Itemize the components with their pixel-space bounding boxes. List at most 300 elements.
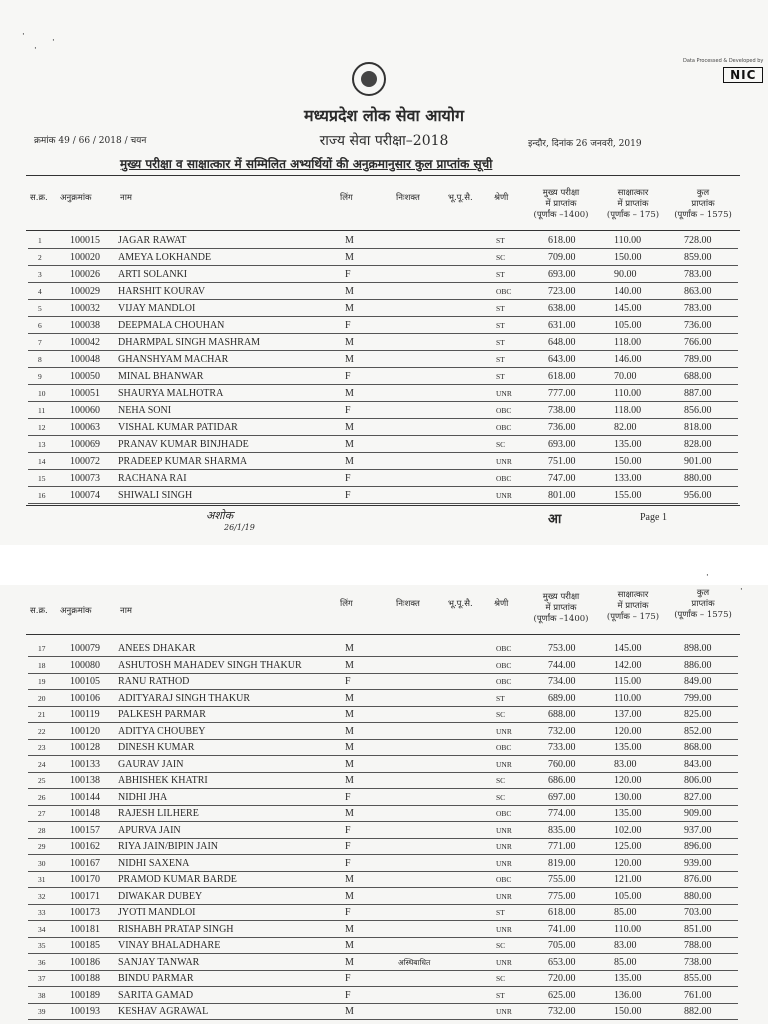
cell-mains: 801.00 [548, 490, 576, 501]
cell-roll: 100167 [70, 857, 100, 869]
cell-total: 788.00 [684, 940, 712, 951]
table-row [0, 266, 768, 283]
cell-sn: 27 [38, 809, 46, 818]
table-row [0, 805, 768, 822]
cell-interview: 83.00 [614, 758, 637, 770]
col-gender: लिंग [340, 599, 353, 609]
cell-sn: 4 [38, 287, 42, 296]
cell-gender: F [345, 473, 351, 484]
cell-sn: 25 [38, 776, 46, 785]
cell-mains: 638.00 [548, 303, 576, 314]
cell-mains: 777.00 [548, 388, 576, 399]
cell-mains: 618.00 [548, 907, 576, 918]
cell-total: 736.00 [684, 320, 712, 331]
table-row [0, 937, 768, 954]
cell-roll: 100193 [70, 1006, 100, 1017]
cell-gender: M [345, 874, 354, 885]
cell-mains: 705.00 [548, 940, 576, 951]
cell-gender: F [345, 405, 351, 416]
cell-roll: 100038 [70, 320, 100, 331]
cell-name: HARSHIT KOURAV [118, 286, 206, 297]
cell-category: OBC [496, 660, 512, 670]
cell-interview: 120.00 [614, 725, 642, 737]
col-ex-serviceman: भू.पू.सै. [448, 193, 473, 203]
table-row [0, 453, 768, 470]
cell-roll: 100133 [70, 758, 100, 770]
cell-interview: 110.00 [614, 388, 642, 399]
table-row [0, 723, 768, 740]
review-mark: आ [548, 512, 562, 527]
cell-mains: 734.00 [548, 676, 576, 687]
cell-interview: 118.00 [614, 337, 642, 348]
cell-category: OBC [496, 677, 512, 686]
cell-category: ST [496, 990, 505, 1000]
cell-total: 806.00 [684, 775, 712, 786]
cell-category: OBC [496, 644, 512, 653]
cell-total: 956.00 [684, 490, 712, 501]
cell-gender: F [345, 791, 351, 803]
cell-category: UNR [496, 858, 512, 868]
page-gap [0, 545, 768, 585]
col-disabled: निःशक्त [396, 193, 420, 203]
cell-name: BINDU PARMAR [118, 973, 194, 984]
col-category: श्रेणी [494, 599, 509, 609]
col-mains-line-2: में प्राप्तांक [545, 603, 577, 613]
scan-speck: · [740, 585, 743, 595]
cell-sn: 37 [38, 974, 46, 983]
cell-total: 887.00 [684, 388, 712, 399]
cell-interview: 83.00 [614, 940, 637, 951]
cell-category: UNR [496, 457, 512, 466]
cell-gender: F [345, 320, 351, 331]
cell-mains: 751.00 [548, 456, 576, 467]
scan-speck: · [706, 571, 709, 581]
cell-total: 855.00 [684, 973, 712, 984]
cell-gender: M [345, 725, 354, 737]
cell-total: 827.00 [684, 791, 712, 803]
table-row [0, 419, 768, 436]
cell-total: 825.00 [684, 709, 712, 720]
cell-gender: M [345, 422, 354, 433]
cell-category: SC [496, 974, 506, 983]
cell-mains: 771.00 [548, 841, 576, 852]
cell-total: 766.00 [684, 337, 712, 348]
place-date: इन्दौर, दिनांक 26 जनवरी, 2019 [528, 139, 642, 149]
cell-interview: 105.00 [614, 320, 642, 331]
cell-category: SC [496, 440, 506, 449]
cell-roll: 100188 [70, 973, 100, 984]
cell-sn: 33 [38, 908, 46, 917]
cell-name: AMEYA LOKHANDE [118, 252, 212, 263]
cell-roll: 100042 [70, 337, 100, 348]
organization-title: मध्यप्रदेश लोक सेवा आयोग [304, 106, 464, 125]
table-row [0, 1003, 768, 1020]
cell-gender: M [345, 643, 354, 654]
cell-mains: 738.00 [548, 405, 576, 416]
cell-category: OBC [496, 474, 512, 483]
cell-sn: 5 [38, 304, 42, 313]
col-interview-line-1: साक्षात्कार [617, 590, 649, 600]
cell-total: 799.00 [684, 692, 712, 704]
cell-mains: 760.00 [548, 758, 576, 770]
cell-sn: 18 [38, 660, 46, 670]
table-row [0, 987, 768, 1004]
cell-interview: 146.00 [614, 354, 642, 365]
cell-category: OBC [496, 423, 512, 432]
cell-sn: 30 [38, 858, 46, 868]
col-total-line-1: कुल [696, 588, 710, 598]
col-interview [600, 590, 666, 623]
table-row [0, 487, 768, 504]
cell-mains: 709.00 [548, 252, 576, 263]
cell-category: SC [496, 776, 506, 785]
cell-category: OBC [496, 743, 512, 752]
cell-name: MINAL BHANWAR [118, 371, 204, 382]
cell-sn: 7 [38, 338, 42, 347]
table-row [0, 855, 768, 872]
cell-total: 859.00 [684, 252, 712, 263]
cell-category: SC [496, 253, 506, 262]
cell-roll: 100105 [70, 676, 100, 687]
cell-sn: 15 [38, 474, 46, 483]
cell-gender: M [345, 692, 354, 704]
cell-name: RIYA JAIN/BIPIN JAIN [118, 841, 219, 852]
cell-mains: 819.00 [548, 857, 576, 869]
cell-name: VINAY BHALADHARE [118, 940, 221, 951]
cell-gender: F [345, 907, 351, 918]
col-interview [600, 188, 666, 221]
cell-total: 886.00 [684, 659, 712, 671]
cell-roll: 100148 [70, 808, 100, 819]
cell-gender: F [345, 371, 351, 382]
cell-category: ST [496, 304, 505, 313]
cell-gender: M [345, 709, 354, 720]
cell-interview: 135.00 [614, 808, 642, 819]
cell-name: RANU RATHOD [118, 676, 190, 687]
cell-gender: F [345, 989, 351, 1001]
scan-speck: · [22, 30, 25, 40]
cell-total: 868.00 [684, 742, 712, 753]
col-disabled: निःशक्त [396, 599, 420, 609]
cell-name: PRANAV KUMAR BINJHADE [118, 439, 249, 450]
signature-text: अशोक [206, 509, 234, 522]
cell-roll: 100073 [70, 473, 100, 484]
cell-total: 880.00 [684, 890, 712, 902]
cell-sn: 35 [38, 941, 46, 950]
signature-date: 26/1/19 [224, 523, 255, 532]
cell-mains: 732.00 [548, 725, 576, 737]
cell-sn: 13 [38, 440, 46, 449]
cell-mains: 736.00 [548, 422, 576, 433]
cell-name: PRADEEP KUMAR SHARMA [118, 456, 248, 467]
table-row [0, 789, 768, 806]
cell-category: ST [496, 372, 505, 381]
col-total-line-3: (पूर्णांक – 1575) [674, 210, 732, 220]
cell-category: ST [496, 355, 505, 364]
cell-name: PRAMOD KUMAR BARDE [118, 874, 237, 885]
cell-name: PALKESH PARMAR [118, 709, 206, 720]
table-row [0, 368, 768, 385]
cell-roll: 100119 [70, 709, 100, 720]
cell-mains: 753.00 [548, 643, 576, 654]
cell-interview: 110.00 [614, 692, 642, 704]
cell-sn: 3 [38, 270, 42, 279]
col-sn: स.क्र. [30, 606, 48, 616]
cell-interview: 145.00 [614, 643, 642, 654]
cell-interview: 135.00 [614, 439, 642, 450]
cell-sn: 16 [38, 491, 46, 500]
cell-gender: F [345, 269, 351, 280]
cell-total: 789.00 [684, 354, 712, 365]
col-mains-line-1: मुख्य परीक्षा [542, 592, 580, 602]
table-row [0, 888, 768, 905]
mppsc-emblem-icon [352, 62, 386, 96]
cell-gender: F [345, 841, 351, 852]
cell-total: 828.00 [684, 439, 712, 450]
cell-interview: 110.00 [614, 235, 642, 246]
cell-sn: 28 [38, 825, 46, 835]
cell-sn: 23 [38, 743, 46, 752]
cell-name: NIDHI JHA [118, 791, 168, 803]
cell-mains: 653.00 [548, 956, 576, 968]
cell-total: 898.00 [684, 643, 712, 654]
cell-roll: 100138 [70, 775, 100, 786]
cell-interview: 135.00 [614, 742, 642, 753]
cell-category: UNR [496, 924, 512, 934]
cell-roll: 100189 [70, 989, 100, 1001]
col-total-line-3: (पूर्णांक – 1575) [674, 610, 732, 620]
nic-caption: Data Processed & Developed by [683, 58, 764, 64]
cell-gender: M [345, 252, 354, 263]
cell-category: SC [496, 941, 506, 950]
header-rule [26, 230, 740, 231]
cell-total: 783.00 [684, 303, 712, 314]
cell-total: 863.00 [684, 286, 712, 297]
col-category: श्रेणी [494, 193, 509, 203]
cell-gender: M [345, 890, 354, 902]
table-row [0, 772, 768, 789]
cell-sn: 14 [38, 457, 46, 466]
col-interview-line-2: में प्राप्तांक [617, 601, 649, 611]
cell-name: SHIWALI SINGH [118, 490, 193, 501]
cell-total: 851.00 [684, 923, 712, 935]
cell-mains: 643.00 [548, 354, 576, 365]
cell-gender: F [345, 824, 351, 836]
cell-gender: M [345, 439, 354, 450]
table-row [0, 739, 768, 756]
col-interview-line-2: में प्राप्तांक [617, 199, 649, 209]
cell-roll: 100128 [70, 742, 100, 753]
cell-interview: 150.00 [614, 1006, 642, 1017]
cell-interview: 120.00 [614, 857, 642, 869]
cell-mains: 733.00 [548, 742, 576, 753]
cell-total: 783.00 [684, 269, 712, 280]
col-total-line-1: कुल [696, 188, 710, 198]
cell-gender: F [345, 973, 351, 984]
cell-mains: 625.00 [548, 989, 576, 1001]
col-name: नाम [120, 193, 133, 203]
signature [206, 508, 255, 532]
cell-total: 849.00 [684, 676, 712, 687]
cell-gender: M [345, 758, 354, 770]
cell-gender: M [345, 956, 354, 968]
cell-sn: 38 [38, 990, 46, 1000]
cell-interview: 140.00 [614, 286, 642, 297]
col-interview-line-3: (पूर्णांक – 175) [606, 612, 660, 622]
cell-disabled: अस्थिबाधित [398, 957, 431, 967]
cell-interview: 118.00 [614, 405, 642, 416]
cell-category: ST [496, 693, 505, 703]
cell-mains: 693.00 [548, 439, 576, 450]
cell-roll: 100015 [70, 235, 100, 246]
cell-name: NIDHI SAXENA [118, 857, 190, 869]
cell-mains: 697.00 [548, 791, 576, 803]
cell-sn: 10 [38, 389, 46, 398]
col-sn: स.क्र. [30, 193, 48, 203]
table-row [0, 838, 768, 855]
cell-sn: 31 [38, 875, 46, 884]
cell-name: SANJAY TANWAR [118, 956, 200, 968]
cell-sn: 12 [38, 423, 46, 432]
table-row [0, 921, 768, 938]
cell-roll: 100032 [70, 303, 100, 314]
table-row [0, 970, 768, 987]
col-name: नाम [120, 606, 133, 616]
cell-sn: 29 [38, 842, 46, 851]
col-total-line-2: प्राप्तांक [691, 199, 715, 209]
page-number: Page 1 [640, 512, 667, 523]
cell-sn: 1 [38, 236, 42, 245]
cell-roll: 100060 [70, 405, 100, 416]
col-gender: लिंग [340, 193, 353, 203]
cell-roll: 100051 [70, 388, 100, 399]
cell-mains: 723.00 [548, 286, 576, 297]
cell-name: ARTI SOLANKI [118, 269, 188, 280]
cell-roll: 100157 [70, 824, 100, 836]
table-row [0, 904, 768, 921]
cell-category: UNR [496, 957, 512, 967]
cell-category: OBC [496, 287, 512, 296]
cell-roll: 100144 [70, 791, 100, 803]
table-row [0, 436, 768, 453]
cell-sn: 8 [38, 355, 42, 364]
cell-interview: 121.00 [614, 874, 642, 885]
cell-interview: 105.00 [614, 890, 642, 902]
cell-name: GAURAV JAIN [118, 758, 184, 770]
cell-total: 843.00 [684, 758, 712, 770]
cell-mains: 741.00 [548, 923, 576, 935]
cell-interview: 82.00 [614, 422, 637, 433]
cell-mains: 686.00 [548, 775, 576, 786]
cell-total: 703.00 [684, 907, 712, 918]
cell-category: UNR [496, 491, 512, 500]
cell-sn: 2 [38, 253, 42, 262]
cell-roll: 100173 [70, 907, 100, 918]
cell-total: 901.00 [684, 456, 712, 467]
cell-mains: 744.00 [548, 659, 576, 671]
cell-gender: M [345, 742, 354, 753]
row-rule [28, 503, 738, 504]
nic-logo-text: NIC [723, 67, 763, 83]
cell-total: 738.00 [684, 956, 712, 968]
cell-interview: 137.00 [614, 709, 642, 720]
cell-mains: 755.00 [548, 874, 576, 885]
cell-mains: 648.00 [548, 337, 576, 348]
header-rule-2 [26, 634, 740, 635]
cell-name: ANEES DHAKAR [118, 643, 196, 654]
cell-category: OBC [496, 809, 512, 818]
cell-category: UNR [496, 726, 512, 736]
cell-category: OBC [496, 406, 512, 415]
cell-name: DINESH KUMAR [118, 742, 195, 753]
col-interview-line-1: साक्षात्कार [617, 188, 649, 198]
cell-interview: 110.00 [614, 923, 642, 935]
cell-category: UNR [496, 389, 512, 398]
cell-interview: 85.00 [614, 907, 637, 918]
cell-roll: 100171 [70, 890, 100, 902]
cell-name: KESHAV AGRAWAL [118, 1006, 209, 1017]
table-row [0, 673, 768, 690]
cell-gender: M [345, 808, 354, 819]
cell-category: SC [496, 710, 506, 719]
cell-name: APURVA JAIN [118, 824, 181, 836]
table-row [0, 822, 768, 839]
cell-sn: 34 [38, 924, 46, 934]
cell-roll: 100026 [70, 269, 100, 280]
cell-category: ST [496, 236, 505, 245]
heading-rule [26, 175, 740, 176]
table-row [0, 756, 768, 773]
cell-name: SARITA GAMAD [118, 989, 194, 1001]
cell-sn: 32 [38, 891, 46, 901]
cell-total: 728.00 [684, 235, 712, 246]
cell-total: 688.00 [684, 371, 712, 382]
table-row [0, 871, 768, 888]
cell-sn: 39 [38, 1007, 46, 1016]
cell-sn: 19 [38, 677, 46, 686]
cell-category: OBC [496, 875, 512, 884]
col-total [666, 188, 740, 221]
table-row [0, 706, 768, 723]
cell-name: ABHISHEK KHATRI [118, 775, 208, 786]
col-roll: अनुक्रमांक [60, 193, 92, 203]
cell-total: 876.00 [684, 874, 712, 885]
cell-total: 896.00 [684, 841, 712, 852]
cell-gender: M [345, 388, 354, 399]
cell-name: JAGAR RAWAT [118, 235, 187, 246]
table-row [0, 334, 768, 351]
cell-roll: 100048 [70, 354, 100, 365]
cell-total: 856.00 [684, 405, 712, 416]
col-total [666, 588, 740, 621]
cell-name: ASHUTOSH MAHADEV SINGH THAKUR [118, 659, 302, 671]
cell-roll: 100181 [70, 923, 100, 935]
cell-gender: M [345, 1006, 354, 1017]
cell-name: DIWAKAR DUBEY [118, 890, 203, 902]
table-row [0, 640, 768, 657]
cell-gender: F [345, 857, 351, 869]
cell-roll: 100020 [70, 252, 100, 263]
cell-roll: 100029 [70, 286, 100, 297]
cell-roll: 100120 [70, 725, 100, 737]
cell-name: ADITYA CHOUBEY [118, 725, 206, 737]
cell-sn: 24 [38, 759, 46, 769]
cell-gender: M [345, 337, 354, 348]
cell-mains: 688.00 [548, 709, 576, 720]
cell-mains: 774.00 [548, 808, 576, 819]
cell-mains: 618.00 [548, 371, 576, 382]
cell-category: UNR [496, 1007, 512, 1016]
